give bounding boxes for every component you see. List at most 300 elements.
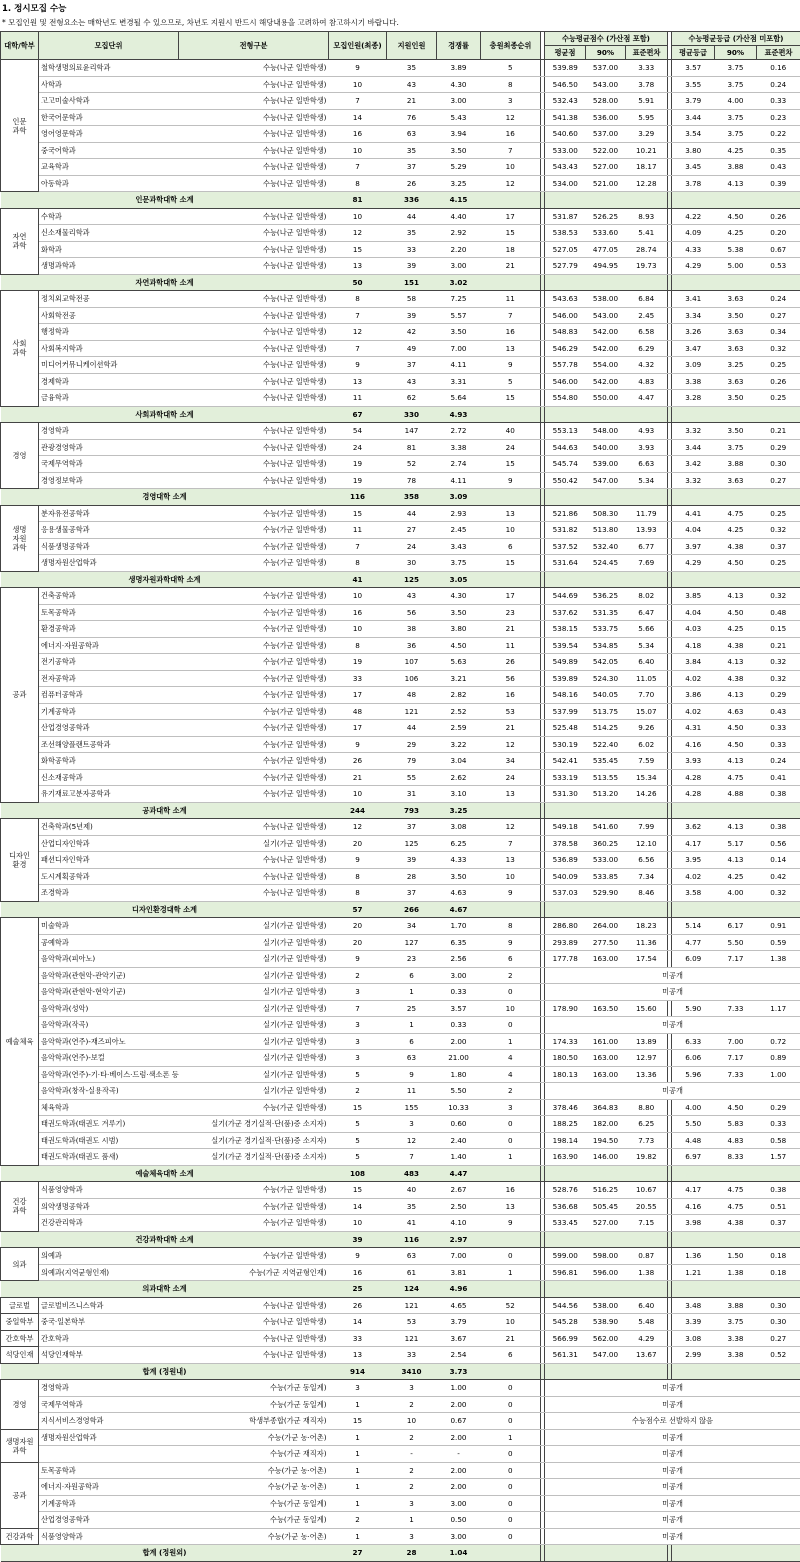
avg-score-value: 548.16 [545, 687, 586, 704]
admission-type: 수능(가군 일반학생) [179, 621, 329, 638]
waitlist-value: 1 [481, 1429, 541, 1446]
std-grade-value: 0.37 [757, 538, 800, 555]
subtotal-applicants: 151 [387, 274, 437, 291]
undisclosed-note: 수능점수로 선발하지 않음 [545, 1413, 800, 1430]
std-grade-value: 0.52 [757, 1347, 800, 1364]
p90-score-value: 537.00 [586, 60, 626, 77]
quota-value: 1 [329, 1479, 387, 1496]
table-row [1, 637, 800, 654]
std-score-value: 8.02 [626, 588, 668, 605]
admission-type: 수능(나군 일반학생) [179, 307, 329, 324]
ratio-value: 3.89 [437, 60, 481, 77]
p90-grade-value: 3.88 [715, 1297, 757, 1314]
std-grade-value: 0.30 [757, 1314, 800, 1331]
quota-value: 33 [329, 1330, 387, 1347]
subtotal-label: 생명자원과학대학 소계 [1, 571, 329, 588]
admission-type: 수능(가군 일반학생) [179, 637, 329, 654]
applicants-value: 33 [387, 1347, 437, 1364]
admission-type: 수능(나군 일반학생) [179, 291, 329, 308]
subtotal-ratio: 2.97 [437, 1231, 481, 1248]
waitlist-value: 0 [481, 1396, 541, 1413]
admission-type: 실기(가군 일반학생) [179, 1033, 329, 1050]
quota-value: 15 [329, 505, 387, 522]
avg-grade-value: 4.28 [672, 786, 715, 803]
p90-score-value: 508.30 [586, 505, 626, 522]
ratio-value: 3.38 [437, 439, 481, 456]
ratio-value: 21.00 [437, 1050, 481, 1067]
admission-type: 수능(나군 일반학생) [179, 1347, 329, 1364]
subtotal-applicants: 330 [387, 406, 437, 423]
p90-grade-value: 4.25 [715, 225, 757, 242]
std-grade-value: 0.15 [757, 621, 800, 638]
applicants-value: 10 [387, 1413, 437, 1430]
std-grade-value: 0.91 [757, 918, 800, 935]
p90-grade-value: 3.75 [715, 109, 757, 126]
unit-name: 음악학과(관현악-관악기군) [39, 967, 179, 984]
quota-value: 1 [329, 1528, 387, 1545]
quota-value: 26 [329, 1297, 387, 1314]
p90-grade-value: 4.50 [715, 208, 757, 225]
applicants-value: 43 [387, 373, 437, 390]
avg-score-value: 540.60 [545, 126, 586, 143]
p90-grade-value: 3.50 [715, 390, 757, 407]
avg-grade-value: 3.42 [672, 456, 715, 473]
quota-value: 10 [329, 588, 387, 605]
unit-name: 교육학과 [39, 159, 179, 176]
quota-value: 3 [329, 984, 387, 1001]
std-score-value: 4.47 [626, 390, 668, 407]
p90-grade-value: 5.00 [715, 258, 757, 275]
avg-grade-value: 3.93 [672, 753, 715, 770]
table-row [1, 984, 800, 1001]
unit-name: 전자공학과 [39, 670, 179, 687]
ratio-value: 2.50 [437, 1198, 481, 1215]
unit-name: 사회학전공 [39, 307, 179, 324]
subtotal-quota: 41 [329, 571, 387, 588]
admission-type: 수능(가군 동일계) [179, 1396, 329, 1413]
ratio-value: 2.00 [437, 1479, 481, 1496]
p90-score-value: 535.45 [586, 753, 626, 770]
unit-name: 화학과 [39, 241, 179, 258]
p90-grade-value: 8.33 [715, 1149, 757, 1166]
avg-grade-value: 3.41 [672, 291, 715, 308]
table-row [1, 786, 800, 803]
subtotal-quota: 108 [329, 1165, 387, 1182]
p90-score-value: 514.25 [586, 720, 626, 737]
p90-grade-value: 4.75 [715, 505, 757, 522]
unit-name: 토목공학과 [39, 1462, 179, 1479]
std-grade-value: 0.14 [757, 852, 800, 869]
subtotal-blank [545, 1231, 668, 1248]
ratio-value: 6.35 [437, 934, 481, 951]
p90-grade-value: 5.83 [715, 1116, 757, 1133]
ratio-value: 0.50 [437, 1512, 481, 1529]
waitlist-value: 6 [481, 951, 541, 968]
std-score-value: 17.54 [626, 951, 668, 968]
std-score-value: 5.66 [626, 621, 668, 638]
std-score-value: 0.87 [626, 1248, 668, 1265]
subtotal-quota: 25 [329, 1281, 387, 1298]
avg-score-value: 545.74 [545, 456, 586, 473]
std-score-value: 3.78 [626, 76, 668, 93]
quota-value: 13 [329, 373, 387, 390]
quota-value: 7 [329, 307, 387, 324]
waitlist-value: 0 [481, 1462, 541, 1479]
p90-grade-value: 4.38 [715, 637, 757, 654]
admission-type: 실기(가군 일반학생) [179, 951, 329, 968]
avg-score-value: 542.41 [545, 753, 586, 770]
p90-score-value: 182.00 [586, 1116, 626, 1133]
quota-value: 3 [329, 1050, 387, 1067]
admission-type: 수능(가군 일반학생) [179, 687, 329, 704]
unit-name: 중국·일본학부 [39, 1314, 179, 1331]
admission-type: 실기(가군 일반학생) [179, 918, 329, 935]
std-score-value: 9.26 [626, 720, 668, 737]
ratio-value: 4.11 [437, 472, 481, 489]
waitlist-value: 15 [481, 456, 541, 473]
avg-grade-value: 6.97 [672, 1149, 715, 1166]
subtotal-blank [672, 1363, 800, 1380]
header-avg-grade: 평균등급 [672, 46, 715, 60]
waitlist-value: 21 [481, 258, 541, 275]
subtotal-label: 예술체육대학 소계 [1, 1165, 329, 1182]
quota-value: 7 [329, 340, 387, 357]
admission-type: 수능(가군 일반학생) [179, 522, 329, 539]
ratio-value: 2.56 [437, 951, 481, 968]
quota-value: 15 [329, 1413, 387, 1430]
applicants-value: 53 [387, 1314, 437, 1331]
p90-score-value: 538.00 [586, 1297, 626, 1314]
unit-name: 컴퓨터공학과 [39, 687, 179, 704]
unit-name: 음악학과(작곡) [39, 1017, 179, 1034]
undisclosed-note: 미공개 [545, 1479, 800, 1496]
college-name: 사회 과학 [1, 291, 39, 407]
ratio-value: 2.82 [437, 687, 481, 704]
std-score-value: 3.93 [626, 439, 668, 456]
quota-value: 10 [329, 1215, 387, 1232]
unit-name: 음악학과(관현악-현악기군) [39, 984, 179, 1001]
admission-type: 실기(가군 일반학생) [179, 835, 329, 852]
avg-grade-value: 3.62 [672, 819, 715, 836]
subtotal-blank [481, 1281, 541, 1298]
unit-name: 음악학과(피아노) [39, 951, 179, 968]
table-row [1, 324, 800, 341]
subtotal-blank [672, 1281, 800, 1298]
quota-value: 11 [329, 522, 387, 539]
applicants-value: 40 [387, 1182, 437, 1199]
admission-type: 수능(나군 일반학생) [179, 439, 329, 456]
std-grade-value: 0.39 [757, 175, 800, 192]
unit-name: 사회복지학과 [39, 340, 179, 357]
subtotal-blank [481, 901, 541, 918]
notice-text: * 모집인원 및 전형요소는 매학년도 변경될 수 있으므로, 차년도 지원시 반드시 해당내용을 고려하여 참고하시기 바랍니다. [2, 17, 399, 28]
table-row [1, 357, 800, 374]
applicants-value: 48 [387, 687, 437, 704]
table-row [1, 538, 800, 555]
applicants-value: 78 [387, 472, 437, 489]
quota-value: 3 [329, 1017, 387, 1034]
admission-type: 수능(나군 일반학생) [179, 456, 329, 473]
admission-type: 수능(가군 일반학생) [179, 588, 329, 605]
table-row [1, 1380, 800, 1397]
p90-score-value: 528.00 [586, 93, 626, 110]
waitlist-value: 9 [481, 472, 541, 489]
subtotal-ratio: 3.02 [437, 274, 481, 291]
p90-score-value: 516.25 [586, 1182, 626, 1199]
unit-name: 유기재료고분자공학과 [39, 786, 179, 803]
std-grade-value: 0.38 [757, 786, 800, 803]
waitlist-value: 12 [481, 819, 541, 836]
waitlist-value: 18 [481, 241, 541, 258]
unit-name: 에너지·자원공학과 [39, 637, 179, 654]
avg-grade-value: 3.39 [672, 1314, 715, 1331]
std-grade-value: 0.59 [757, 934, 800, 951]
header-avg-score: 평균점 [545, 46, 586, 60]
college-name: 생명자원 과학 [1, 1429, 39, 1462]
waitlist-value: 10 [481, 159, 541, 176]
avg-score-value: 545.28 [545, 1314, 586, 1331]
unit-name: 수학과 [39, 208, 179, 225]
avg-grade-value: 3.34 [672, 307, 715, 324]
avg-grade-value: 3.28 [672, 390, 715, 407]
college-name: 공과 [1, 588, 39, 803]
p90-score-value: 360.25 [586, 835, 626, 852]
std-score-value: 7.73 [626, 1132, 668, 1149]
waitlist-value: 10 [481, 1314, 541, 1331]
table-row [1, 753, 800, 770]
std-grade-value: 0.72 [757, 1033, 800, 1050]
waitlist-value: 13 [481, 786, 541, 803]
ratio-value: 2.00 [437, 1396, 481, 1413]
table-row [1, 769, 800, 786]
subtotal-blank [672, 274, 800, 291]
avg-grade-value: 4.31 [672, 720, 715, 737]
subtotal-blank [481, 274, 541, 291]
table-row [1, 1413, 800, 1430]
applicants-value: 62 [387, 390, 437, 407]
std-grade-value: 1.17 [757, 1000, 800, 1017]
college-name: 경영 [1, 423, 39, 489]
std-score-value: 15.34 [626, 769, 668, 786]
waitlist-value: 16 [481, 687, 541, 704]
subtotal-blank [545, 802, 668, 819]
subtotal-label: 의과대학 소계 [1, 1281, 329, 1298]
avg-grade-value: 3.26 [672, 324, 715, 341]
waitlist-value: 7 [481, 307, 541, 324]
waitlist-value: 17 [481, 588, 541, 605]
avg-grade-value: 3.54 [672, 126, 715, 143]
applicants-value: 9 [387, 1066, 437, 1083]
quota-value: 54 [329, 423, 387, 440]
subtotal-quota: 81 [329, 192, 387, 209]
subtotal-applicants: 793 [387, 802, 437, 819]
quota-value: 5 [329, 1066, 387, 1083]
unit-name: 전기공학과 [39, 654, 179, 671]
avg-grade-value: 4.04 [672, 604, 715, 621]
p90-grade-value: 4.50 [715, 555, 757, 572]
table-row [1, 670, 800, 687]
avg-score-value: 554.80 [545, 390, 586, 407]
header-unit: 모집단위 [39, 32, 179, 60]
avg-grade-value: 3.97 [672, 538, 715, 555]
waitlist-value: 6 [481, 1347, 541, 1364]
std-score-value: 7.59 [626, 753, 668, 770]
applicants-value: 106 [387, 670, 437, 687]
subtotal-blank [545, 1281, 668, 1298]
waitlist-value: 0 [481, 1528, 541, 1545]
college-name: 자연 과학 [1, 208, 39, 274]
waitlist-value: 0 [481, 1495, 541, 1512]
table-row [1, 1462, 800, 1479]
table-row [1, 76, 800, 93]
waitlist-value: 13 [481, 340, 541, 357]
college-name: 인문 과학 [1, 60, 39, 192]
avg-score-value: 546.50 [545, 76, 586, 93]
avg-grade-value: 2.99 [672, 1347, 715, 1364]
undisclosed-note: 미공개 [545, 1083, 800, 1100]
p90-score-value: 547.00 [586, 472, 626, 489]
header-type: 전형구분 [179, 32, 329, 60]
std-grade-value: 0.21 [757, 423, 800, 440]
subtotal-label: 사회과학대학 소계 [1, 406, 329, 423]
p90-grade-value: 7.33 [715, 1066, 757, 1083]
quota-value: 5 [329, 1132, 387, 1149]
applicants-value: 3 [387, 1528, 437, 1545]
waitlist-value: 3 [481, 1099, 541, 1116]
applicants-value: 35 [387, 225, 437, 242]
ratio-value: 2.72 [437, 423, 481, 440]
std-score-value: 13.89 [626, 1033, 668, 1050]
p90-grade-value: 4.75 [715, 1198, 757, 1215]
applicants-value: 2 [387, 1396, 437, 1413]
waitlist-value: 5 [481, 373, 541, 390]
ratio-value: 7.00 [437, 1248, 481, 1265]
ratio-value: 4.11 [437, 357, 481, 374]
subtotal-row [1, 1363, 800, 1380]
quota-value: 7 [329, 159, 387, 176]
quota-value: 16 [329, 604, 387, 621]
unit-name [39, 1446, 179, 1463]
quota-value: 1 [329, 1429, 387, 1446]
std-score-value: 15.07 [626, 703, 668, 720]
waitlist-value: 53 [481, 703, 541, 720]
applicants-value: 38 [387, 621, 437, 638]
header-std-grade: 표준편차 [757, 46, 800, 60]
admission-type: 수능(나군 일반학생) [179, 868, 329, 885]
avg-score-value: 561.31 [545, 1347, 586, 1364]
std-grade-value: 0.51 [757, 1198, 800, 1215]
admission-type: 수능(나군 일반학생) [179, 340, 329, 357]
admission-type: 수능(나군 일반학생) [179, 373, 329, 390]
table-row [1, 142, 800, 159]
applicants-value: 31 [387, 786, 437, 803]
ratio-value: 3.10 [437, 786, 481, 803]
std-grade-value: 0.32 [757, 588, 800, 605]
std-score-value: 11.05 [626, 670, 668, 687]
p90-score-value: 540.00 [586, 439, 626, 456]
header-grade-group: 수능평균등급 (가산점 미포함) [672, 32, 800, 46]
std-grade-value: 0.56 [757, 835, 800, 852]
quota-value: 10 [329, 786, 387, 803]
avg-grade-value: 3.48 [672, 1297, 715, 1314]
table-row [1, 1066, 800, 1083]
admission-type: 수능(가군 일반학생) [179, 769, 329, 786]
p90-score-value: 277.50 [586, 934, 626, 951]
table-row [1, 1050, 800, 1067]
avg-score-value: 549.18 [545, 819, 586, 836]
ratio-value: 7.25 [437, 291, 481, 308]
admission-type: 수능(가군 농·어촌) [179, 1528, 329, 1545]
table-row [1, 93, 800, 110]
subtotal-label: 합계 (정원외) [1, 1545, 329, 1562]
std-grade-value: 0.26 [757, 373, 800, 390]
p90-score-value: 526.25 [586, 208, 626, 225]
quota-value: 21 [329, 769, 387, 786]
subtotal-row [1, 192, 800, 209]
avg-score-value: 548.83 [545, 324, 586, 341]
avg-grade-value: 6.09 [672, 951, 715, 968]
avg-score-value: 174.33 [545, 1033, 586, 1050]
quota-value: 5 [329, 1149, 387, 1166]
undisclosed-note: 미공개 [545, 1446, 800, 1463]
avg-score-value: 527.05 [545, 241, 586, 258]
table-row [1, 1512, 800, 1529]
admission-type: 수능(나군 일반학생) [179, 60, 329, 77]
ratio-value: 3.22 [437, 736, 481, 753]
std-score-value: 13.93 [626, 522, 668, 539]
table-row [1, 241, 800, 258]
admission-type: 수능(나군 일반학생) [179, 258, 329, 275]
avg-grade-value: 5.50 [672, 1116, 715, 1133]
std-score-value: 3.33 [626, 60, 668, 77]
admission-results-table [0, 31, 800, 1562]
avg-grade-value: 3.44 [672, 439, 715, 456]
subtotal-ratio: 3.25 [437, 802, 481, 819]
std-grade-value: 0.32 [757, 670, 800, 687]
std-score-value: 6.29 [626, 340, 668, 357]
header-p90-grade: 90% [715, 46, 757, 60]
table-row [1, 1479, 800, 1496]
avg-score-value: 378.46 [545, 1099, 586, 1116]
subtotal-label: 합계 (정원내) [1, 1363, 329, 1380]
std-grade-value: 0.27 [757, 307, 800, 324]
avg-score-value: 163.90 [545, 1149, 586, 1166]
applicants-value: 3 [387, 1380, 437, 1397]
table-row [1, 1215, 800, 1232]
ratio-value: 3.94 [437, 126, 481, 143]
page-title: 1. 정시모집 수능 [2, 3, 66, 15]
admission-type: 실기(가군 일반학생) [179, 1000, 329, 1017]
avg-grade-value: 3.58 [672, 885, 715, 902]
header-college: 대학/학부 [1, 32, 39, 60]
admission-type: 수능(가군 일반학생) [179, 736, 329, 753]
std-grade-value: 0.24 [757, 753, 800, 770]
std-grade-value: 0.27 [757, 1330, 800, 1347]
admission-type: 수능(가군 농·어촌) [179, 1429, 329, 1446]
admission-type: 수능(나군 일반학생) [179, 390, 329, 407]
p90-grade-value: 4.13 [715, 687, 757, 704]
subtotal-blank [672, 1545, 800, 1562]
waitlist-value: 15 [481, 390, 541, 407]
applicants-value: 30 [387, 555, 437, 572]
std-grade-value: 0.18 [757, 1264, 800, 1281]
admission-type: 수능(나군 일반학생) [179, 93, 329, 110]
unit-name: 태권도학과(태권도 시범) [39, 1132, 179, 1149]
subtotal-blank [672, 1165, 800, 1182]
subtotal-ratio: 4.47 [437, 1165, 481, 1182]
admission-type: 수능(가군 동일계) [179, 1495, 329, 1512]
p90-grade-value: 4.13 [715, 753, 757, 770]
